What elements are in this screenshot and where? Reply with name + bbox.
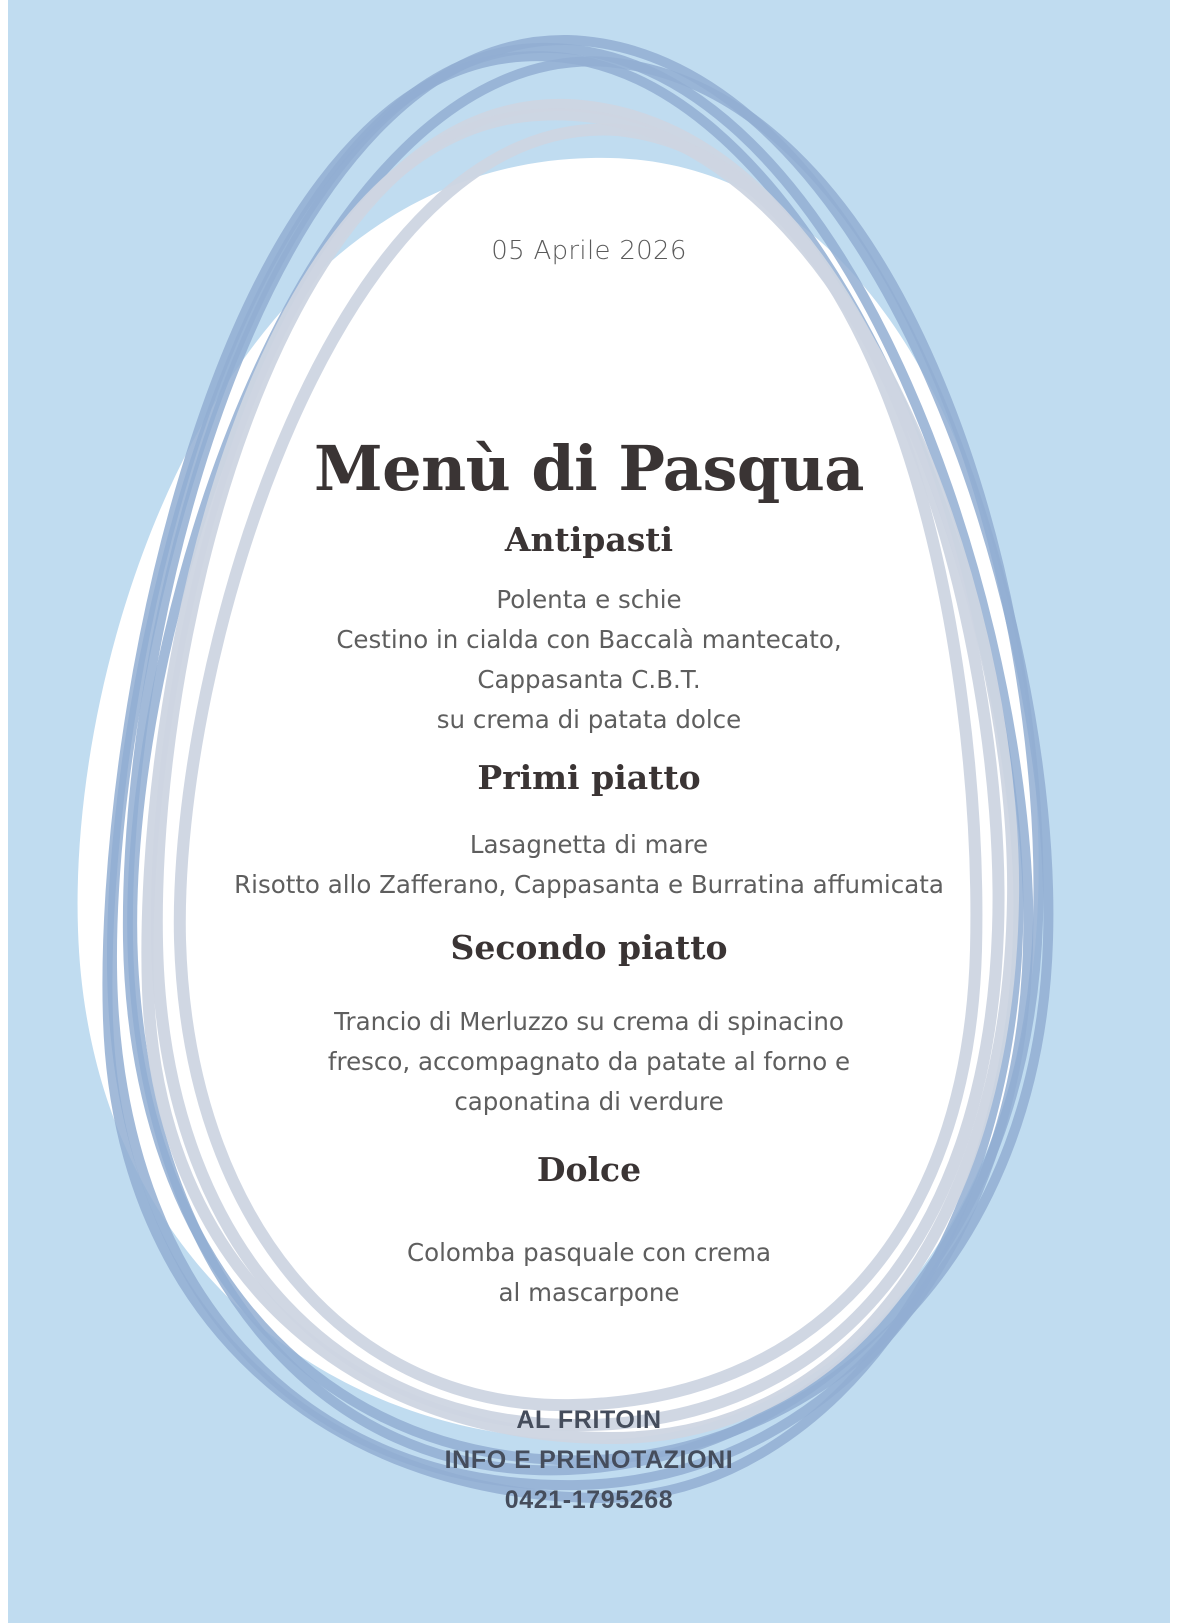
menu-content bbox=[8, 0, 1170, 1623]
section-heading-primi: Primi piatto bbox=[477, 758, 701, 797]
menu-item: Cappasanta C.B.T. bbox=[477, 665, 701, 694]
menu-item: Cestino in cialda con Baccalà mantecato, bbox=[336, 625, 842, 654]
menu-item: Polenta e schie bbox=[496, 585, 682, 614]
section-heading-secondo: Secondo piatto bbox=[450, 928, 728, 967]
menu-item: al mascarpone bbox=[498, 1278, 680, 1307]
menu-item: su crema di patata dolce bbox=[436, 705, 742, 734]
menu-item: fresco, accompagnato da patate al forno e bbox=[327, 1047, 851, 1076]
phone-number: 0421-1795268 bbox=[504, 1486, 674, 1514]
menu-item: Lasagnetta di mare bbox=[469, 830, 709, 859]
menu-item: caponatina di verdure bbox=[454, 1087, 724, 1116]
menu-item: Trancio di Merluzzo su crema di spinacino bbox=[334, 1007, 844, 1036]
menu-card bbox=[8, 0, 1170, 1623]
event-date: 05 Aprile 2026 bbox=[491, 236, 687, 266]
restaurant-name: AL FRITOIN bbox=[516, 1406, 662, 1434]
section-heading-dolce: Dolce bbox=[536, 1150, 642, 1189]
menu-item: Risotto allo Zafferano, Cappasanta e Burratina affumicata bbox=[234, 870, 944, 899]
section-heading-antipasti: Antipasti bbox=[504, 520, 674, 559]
page-title: Menù di Pasqua bbox=[314, 432, 864, 505]
menu-item: Colomba pasquale con crema bbox=[407, 1238, 771, 1267]
reservation-info: INFO E PRENOTAZIONI bbox=[444, 1446, 734, 1474]
